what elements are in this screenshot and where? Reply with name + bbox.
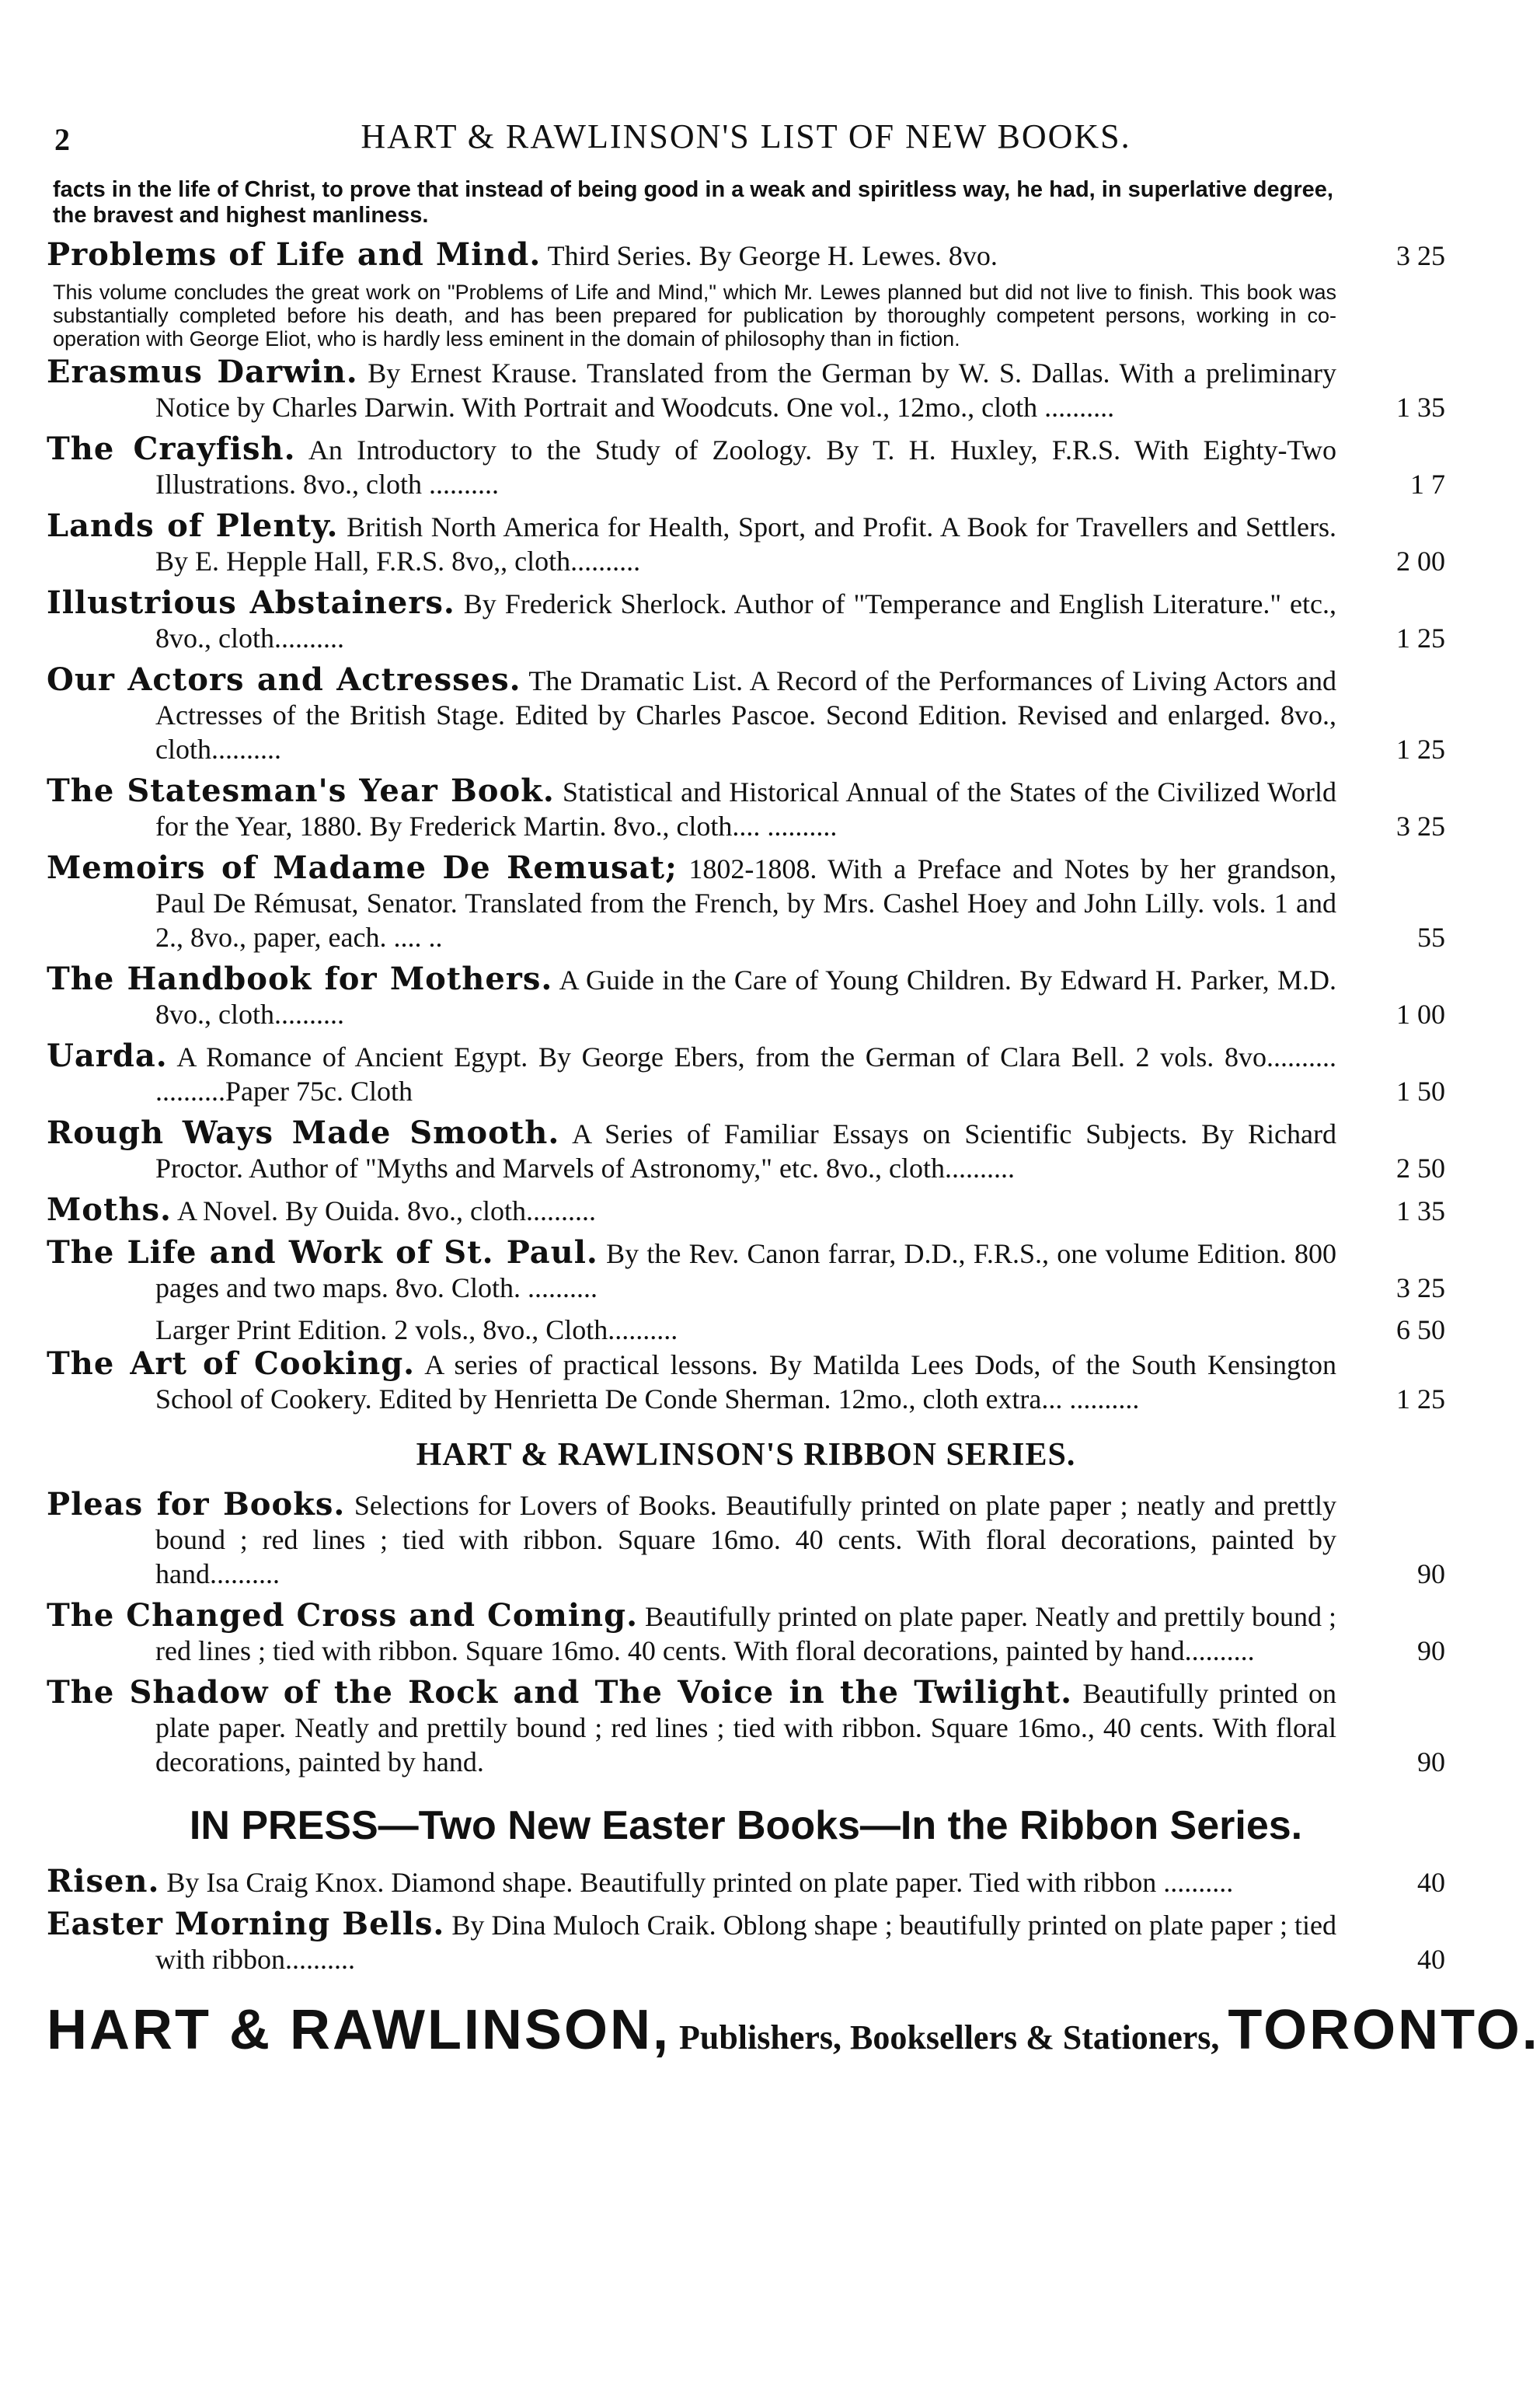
- book-entry: [47, 509, 1445, 578]
- book-price: 40: [1417, 1944, 1445, 1975]
- book-entry: [47, 1039, 1445, 1108]
- book-price: 1 25: [1396, 734, 1445, 765]
- book-title: Problems of Life and Mind.: [47, 236, 542, 273]
- book-price: 1 25: [1396, 623, 1445, 654]
- book-title: Rough Ways Made Smooth.: [47, 1115, 560, 1151]
- book-entry: [47, 1676, 1445, 1779]
- book-entry: [47, 1116, 1445, 1185]
- publisher-footer: [47, 1998, 1540, 2062]
- page-header: [47, 117, 1445, 160]
- running-title: HART & RAWLINSON'S LIST OF NEW BOOKS.: [361, 117, 1131, 155]
- book-title: Uarda.: [47, 1038, 168, 1074]
- book-entry: [47, 1488, 1445, 1591]
- press-list: [47, 1865, 1445, 1976]
- book-title: Our Actors and Actresses.: [47, 661, 521, 698]
- book-title: The Statesman's Year Book.: [47, 773, 555, 809]
- book-description: By Frederick Sherlock. Author of "Temperance and English Literature." etc., 8vo., cloth..........: [155, 588, 1336, 654]
- book-price: 1 7: [1410, 469, 1445, 500]
- book-price: 1 50: [1396, 1076, 1445, 1107]
- book-title: The Handbook for Mothers.: [47, 961, 553, 997]
- book-description: Statistical and Historical Annual of the States of the Civilized World for the Year, 1880. By Frederick Martin. 8vo., cloth.... ..........: [155, 776, 1336, 842]
- book-title: Illustrious Abstainers.: [47, 584, 455, 621]
- in-press-heading: IN PRESS—Two New Easter Books—In the Ribbon Series.: [189, 1803, 1303, 1848]
- book-entry: [47, 774, 1445, 843]
- book-description: The Dramatic List. A Record of the Performances of Living Actors and Actresses of the British Stage. Edited by Charles Pascoe. Second Edition. Revised and enlarged. 8vo., cloth..........: [155, 665, 1336, 765]
- edition-price: 6 50: [1396, 1314, 1445, 1345]
- book-price: 3 25: [1396, 240, 1445, 271]
- book-entry: [47, 1599, 1445, 1668]
- book-entry: [47, 432, 1445, 501]
- book-price: 2 00: [1396, 546, 1445, 577]
- book-title: Pleas for Books.: [47, 1486, 346, 1523]
- book-title: The Crayfish.: [47, 431, 296, 467]
- book-description: British North America for Health, Sport, and Profit. A Book for Travellers and Settlers. By E. Hepple Hall, F.R.S. 8vo,, cloth..........: [155, 511, 1336, 577]
- catalog-page: [47, 117, 1540, 2062]
- book-description: 1802-1808. With a Preface and Notes by her grandson, Paul De Rémusat, Senator. Translated from the French, by Mrs. Cashel Hoey and John Lilly. vols. 1 and 2., 8vo., paper, each. .... ..: [155, 853, 1336, 953]
- publisher-city: TORONTO.: [1228, 1999, 1540, 2061]
- book-description: By Isa Craig Knox. Diamond shape. Beautifully printed on plate paper. Tied with ribbon ..........: [159, 1867, 1234, 1898]
- book-price: 90: [1417, 1558, 1445, 1589]
- book-note: This volume concludes the great work on "Problems of Life and Mind," which Mr. Lewes planned but did not live to finish. This book was substantially completed before his death, and has been prepared for publication by thoroughly competent persons, working in co-operation with George Eliot, who is hardly less eminent in the domain of philosophy than in fiction.: [53, 281, 1336, 351]
- book-description: A Novel. By Ouida. 8vo., cloth..........: [171, 1195, 596, 1226]
- book-list: [47, 238, 1445, 1416]
- book-entry: [47, 1347, 1445, 1416]
- book-description: Third Series. By George H. Lewes. 8vo.: [541, 240, 998, 271]
- book-entry: [47, 851, 1445, 954]
- book-title: Easter Morning Bells.: [47, 1906, 445, 1942]
- book-price: 1 25: [1396, 1383, 1445, 1415]
- ribbon-series-heading: HART & RAWLINSON'S RIBBON SERIES.: [416, 1437, 1076, 1473]
- book-title: The Life and Work of St. Paul.: [47, 1234, 598, 1271]
- book-price: 2 50: [1396, 1153, 1445, 1184]
- book-description: Beautifully printed on plate paper. Neatly and prettily bound ; red lines ; tied with ribbon. Square 16mo., 40 cents. With floral decorations, painted by hand.: [155, 1678, 1336, 1777]
- book-entry: [47, 1236, 1445, 1305]
- book-description: A series of practical lessons. By Matilda Lees Dods, of the South Kensington School of Cookery. Edited by Henrietta De Conde Sherman. 12mo., cloth extra... ..........: [155, 1349, 1336, 1415]
- book-entry: [47, 1865, 1445, 1899]
- book-title: The Changed Cross and Coming.: [47, 1597, 638, 1634]
- book-title: The Art of Cooking.: [47, 1345, 416, 1382]
- book-edition-line: [47, 1313, 1445, 1347]
- book-description: By the Rev. Canon farrar, D.D., F.R.S., one volume Edition. 800 pages and two maps. 8vo. Cloth. ..........: [155, 1238, 1336, 1303]
- book-price: 3 25: [1396, 1272, 1445, 1303]
- book-entry: [47, 663, 1445, 766]
- book-price: 1 35: [1396, 392, 1445, 423]
- book-description: A Guide in the Care of Young Children. By Edward H. Parker, M.D. 8vo., cloth..........: [155, 965, 1336, 1030]
- book-description: A Romance of Ancient Egypt. By George Ebers, from the German of Clara Bell. 2 vols. 8vo.......... ..........Paper 75c. Cloth: [155, 1041, 1336, 1107]
- book-title: Lands of Plenty.: [47, 508, 339, 544]
- book-price: 1 00: [1396, 999, 1445, 1030]
- book-title: Moths.: [47, 1191, 172, 1228]
- book-title: Erasmus Darwin.: [47, 354, 358, 390]
- publisher-trade: Publishers, Booksellers & Stationers,: [670, 2018, 1228, 2056]
- book-price: 90: [1417, 1746, 1445, 1777]
- book-entry: [47, 238, 1445, 273]
- continued-text: facts in the life of Christ, to prove that instead of being good in a weak and spiritless way, he had, in superlative degree, the bravest and highest manliness.: [53, 177, 1333, 228]
- book-title: Risen.: [47, 1863, 160, 1899]
- book-price: 55: [1417, 922, 1445, 953]
- book-entry: [47, 1907, 1445, 1976]
- page-number: 2: [54, 122, 70, 157]
- book-price: 90: [1417, 1635, 1445, 1666]
- book-description: An Introductory to the Study of Zoology. By T. H. Huxley, F.R.S. With Eighty-Two Illustrations. 8vo., cloth ..........: [155, 434, 1336, 500]
- book-description: Selections for Lovers of Books. Beautifully printed on plate paper ; neatly and prettly bound ; red lines ; tied with ribbon. Square 16mo. 40 cents. With floral decorations, painted by hand..........: [155, 1490, 1336, 1589]
- book-price: 1 35: [1396, 1195, 1445, 1226]
- book-title: Memoirs of Madame De Remusat;: [47, 849, 678, 886]
- book-entry: [47, 1193, 1445, 1228]
- edition-description: Larger Print Edition. 2 vols., 8vo., Cloth..........: [155, 1314, 678, 1345]
- book-entry: [47, 586, 1445, 655]
- book-title: The Shadow of the Rock and The Voice in the Twilight.: [47, 1674, 1073, 1711]
- book-description: By Ernest Krause. Translated from the German by W. S. Dallas. With a preliminary Notice by Charles Darwin. With Portrait and Woodcuts. One vol., 12mo., cloth ..........: [155, 358, 1336, 423]
- book-description: A Series of Familiar Essays on Scientific Subjects. By Richard Proctor. Author of "Myths and Marvels of Astronomy," etc. 8vo., cloth..........: [155, 1118, 1336, 1184]
- book-entry: [47, 355, 1445, 424]
- ribbon-list: [47, 1488, 1445, 1779]
- publisher-name: HART & RAWLINSON,: [47, 1999, 671, 2061]
- book-description: Beautifully printed on plate paper. Neatly and prettily bound ; red lines ; tied with ribbon. Square 16mo. 40 cents. With floral decorations, painted by hand..........: [155, 1601, 1336, 1666]
- book-price: 40: [1417, 1867, 1445, 1898]
- book-entry: [47, 962, 1445, 1031]
- book-price: 3 25: [1396, 811, 1445, 842]
- book-description: By Dina Muloch Craik. Oblong shape ; beautifully printed on plate paper ; tied with ribbon..........: [155, 1910, 1336, 1975]
